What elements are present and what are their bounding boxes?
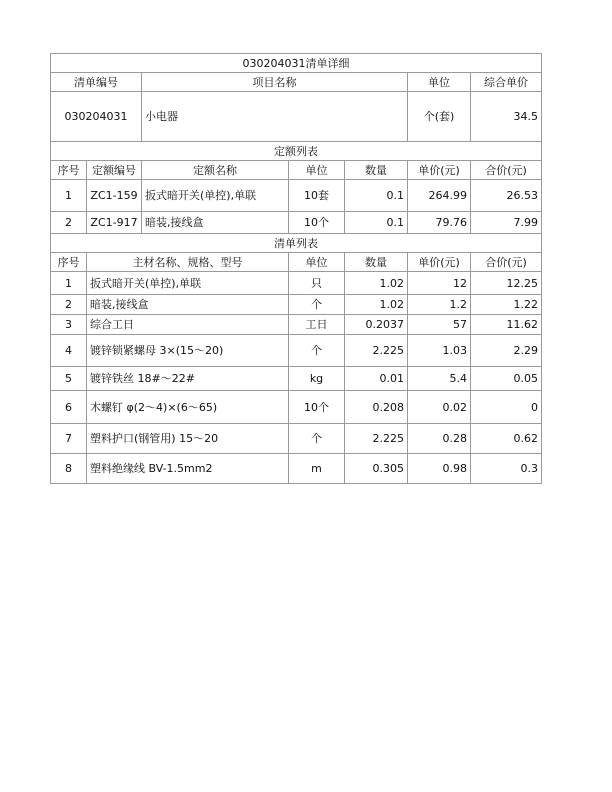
materials-name: 塑料护口(钢管用) 15～20 [87,424,289,454]
bill-unit-price: 34.5 [471,92,542,142]
bill-item-name: 小电器 [142,92,408,142]
quota-row [51,212,542,234]
materials-price: 1.2 [408,295,471,315]
materials-qty: 1.02 [345,272,408,295]
materials-qty: 2.225 [345,424,408,454]
quota-seq-header: 序号 [51,161,87,180]
bill-title-row [51,54,542,73]
bill-unit-header: 单位 [408,73,471,92]
materials-price: 0.02 [408,391,471,424]
quota-qty: 0.1 [345,180,408,212]
materials-name: 暗装,接线盒 [87,295,289,315]
quota-name: 暗装,接线盒 [142,212,289,234]
quota-total: 7.99 [471,212,542,234]
materials-row [51,454,542,484]
materials-seq-header: 序号 [51,253,87,272]
quota-unit: 10套 [289,180,345,212]
bill-title: 030204031清单详细 [51,54,542,73]
bill-name-header: 项目名称 [142,73,408,92]
materials-row [51,315,542,335]
quota-name-header: 定额名称 [142,161,289,180]
materials-price: 57 [408,315,471,335]
materials-seq: 3 [51,315,87,335]
quota-seq: 2 [51,212,87,234]
materials-name: 镀锌铁丝 18#～22# [87,367,289,391]
materials-total: 1.22 [471,295,542,315]
quota-total-header: 合价(元) [471,161,542,180]
materials-unit: 10个 [289,391,345,424]
materials-unit-header: 单位 [289,253,345,272]
bill-header-row [51,73,542,92]
quota-qty-header: 数量 [345,161,408,180]
bill-unit: 个(套) [408,92,471,142]
quota-name: 扳式暗开关(单控),单联 [142,180,289,212]
materials-unit: 个 [289,424,345,454]
quota-price-header: 单价(元) [408,161,471,180]
bill-code: 030204031 [51,92,142,142]
materials-price: 0.28 [408,424,471,454]
materials-seq: 7 [51,424,87,454]
quota-unit-header: 单位 [289,161,345,180]
materials-price: 12 [408,272,471,295]
materials-name: 塑料绝缘线 BV-1.5mm2 [87,454,289,484]
quota-row [51,180,542,212]
materials-price: 0.98 [408,454,471,484]
bill-detail-table [50,53,542,484]
quota-qty: 0.1 [345,212,408,234]
materials-unit: 个 [289,295,345,315]
materials-unit: 只 [289,272,345,295]
bill-detail-sheet [50,53,541,484]
materials-total: 2.29 [471,335,542,367]
materials-total-header: 合价(元) [471,253,542,272]
quota-section-title: 定额列表 [51,142,542,161]
materials-qty: 0.01 [345,367,408,391]
quota-section-row [51,142,542,161]
materials-seq: 5 [51,367,87,391]
materials-qty: 2.225 [345,335,408,367]
materials-unit: 个 [289,335,345,367]
materials-total: 12.25 [471,272,542,295]
materials-qty: 0.208 [345,391,408,424]
quota-total: 26.53 [471,180,542,212]
materials-unit: m [289,454,345,484]
materials-qty: 0.305 [345,454,408,484]
materials-price: 5.4 [408,367,471,391]
materials-row [51,391,542,424]
materials-total: 0 [471,391,542,424]
materials-seq: 2 [51,295,87,315]
materials-seq: 6 [51,391,87,424]
materials-total: 0.05 [471,367,542,391]
materials-row [51,295,542,315]
quota-code: ZC1-159 [87,180,142,212]
quota-header-row [51,161,542,180]
materials-row [51,424,542,454]
quota-code-header: 定额编号 [87,161,142,180]
materials-total: 11.62 [471,315,542,335]
materials-total: 0.3 [471,454,542,484]
materials-header-row [51,253,542,272]
quota-price: 264.99 [408,180,471,212]
quota-price: 79.76 [408,212,471,234]
materials-price-header: 单价(元) [408,253,471,272]
materials-price: 1.03 [408,335,471,367]
materials-seq: 1 [51,272,87,295]
quota-code: ZC1-917 [87,212,142,234]
materials-row [51,367,542,391]
quota-seq: 1 [51,180,87,212]
materials-name-header: 主材名称、规格、型号 [87,253,289,272]
materials-total: 0.62 [471,424,542,454]
materials-qty: 0.2037 [345,315,408,335]
materials-row [51,335,542,367]
materials-section-title: 清单列表 [51,234,542,253]
materials-row [51,272,542,295]
bill-code-header: 清单编号 [51,73,142,92]
materials-name: 扳式暗开关(单控),单联 [87,272,289,295]
materials-section-row [51,234,542,253]
materials-seq: 8 [51,454,87,484]
materials-qty-header: 数量 [345,253,408,272]
materials-unit: kg [289,367,345,391]
materials-name: 综合工日 [87,315,289,335]
quota-unit: 10个 [289,212,345,234]
materials-name: 木螺钉 φ(2～4)×(6～65) [87,391,289,424]
bill-unit-price-header: 综合单价 [471,73,542,92]
materials-qty: 1.02 [345,295,408,315]
materials-unit: 工日 [289,315,345,335]
materials-name: 镀锌锁紧螺母 3×(15～20) [87,335,289,367]
materials-seq: 4 [51,335,87,367]
bill-data-row [51,92,542,142]
